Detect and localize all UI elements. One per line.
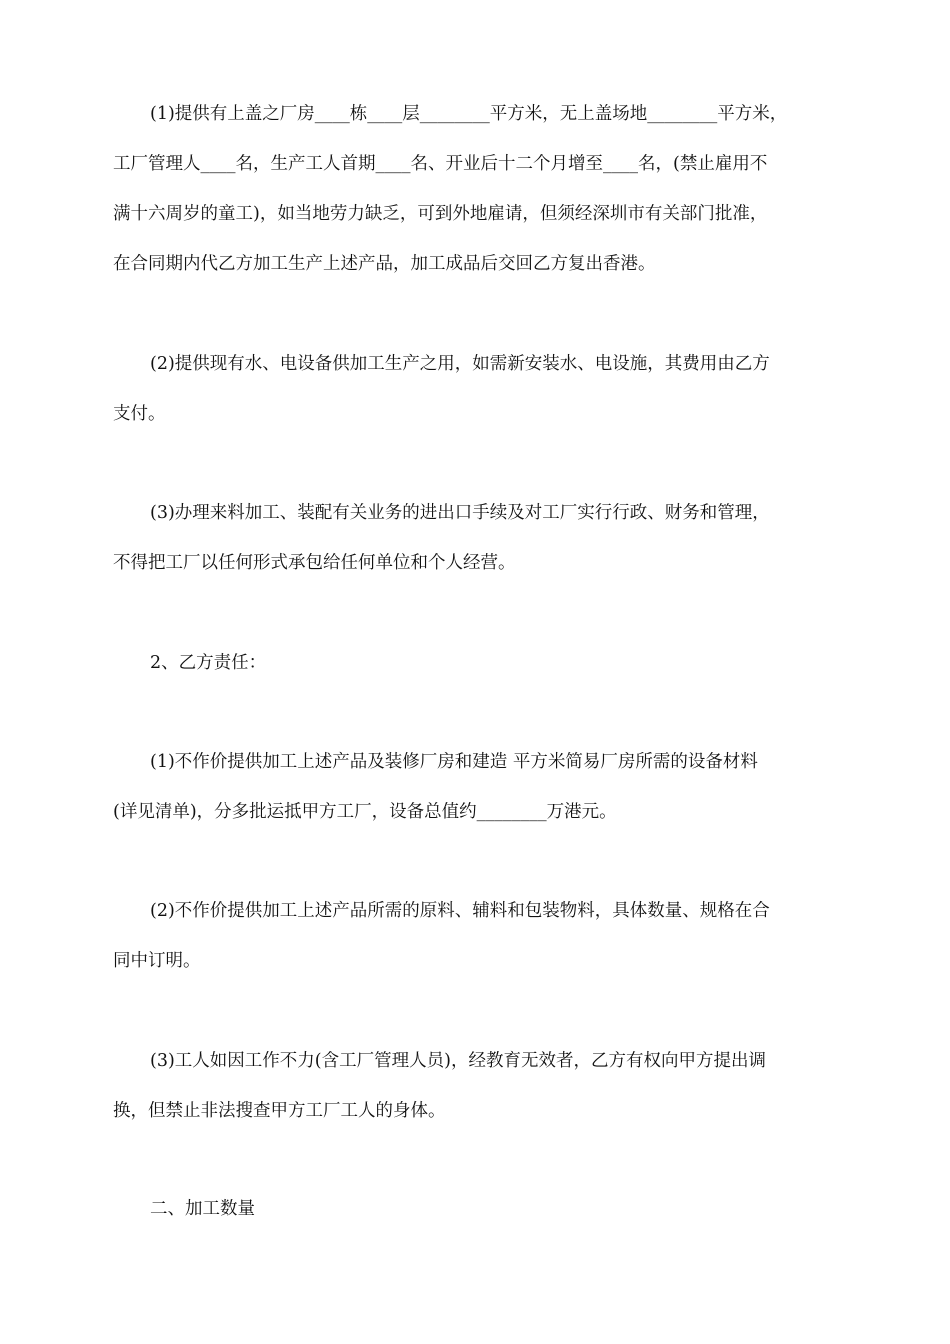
- paragraph-party-a-duty-2: [113, 339, 843, 439]
- text-line: (1)提供有上盖之厂房____栋____层________平方米，无上盖场地________平方米，: [150, 104, 788, 124]
- text-line: 2、乙方责任：: [150, 653, 267, 673]
- text-line: (详见清单)，分多批运抵甲方工厂，设备总值约________万港元。: [113, 802, 617, 822]
- paragraph-party-b-duty-2: [113, 886, 843, 986]
- text-line: (2)不作价提供加工上述产品所需的原料、辅料和包装物料，具体数量、规格在合: [150, 901, 770, 921]
- section-heading-processing-quantity: [113, 1184, 843, 1234]
- text-line: 二、加工数量: [150, 1199, 255, 1219]
- text-line: (3)工人如因工作不力(含工厂管理人员)，经教育无效者，乙方有权向甲方提出调: [150, 1051, 766, 1071]
- paragraph-party-b-duty-1: [113, 737, 843, 837]
- text-line: (1)不作价提供加工上述产品及装修厂房和建造 平方米简易厂房所需的设备材料: [150, 752, 758, 772]
- paragraph-party-a-duty-1: [113, 89, 843, 289]
- text-line: 换，但禁止非法搜查甲方工厂工人的身体。: [113, 1101, 446, 1121]
- text-line: 在合同期内代乙方加工生产上述产品，加工成品后交回乙方复出香港。: [113, 254, 656, 274]
- section-heading-party-b: [113, 638, 843, 688]
- text-line: 不得把工厂以任何形式承包给任何单位和个人经营。: [113, 553, 516, 573]
- paragraph-party-b-duty-3: [113, 1036, 843, 1136]
- text-line: 同中订明。: [113, 951, 201, 971]
- paragraph-party-a-duty-3: [113, 488, 843, 588]
- text-line: 满十六周岁的童工)，如当地劳力缺乏，可到外地雇请，但须经深圳市有关部门批准，: [113, 204, 768, 224]
- text-line: 工厂管理人____名，生产工人首期____名、开业后十二个月增至____名，(禁止雇用不: [113, 154, 768, 174]
- text-line: (2)提供现有水、电设备供加工生产之用，如需新安装水、电设施，其费用由乙方: [150, 354, 770, 374]
- text-line: 支付。: [113, 404, 166, 424]
- text-line: (3)办理来料加工、装配有关业务的进出口手续及对工厂实行行政、财务和管理，: [150, 503, 770, 523]
